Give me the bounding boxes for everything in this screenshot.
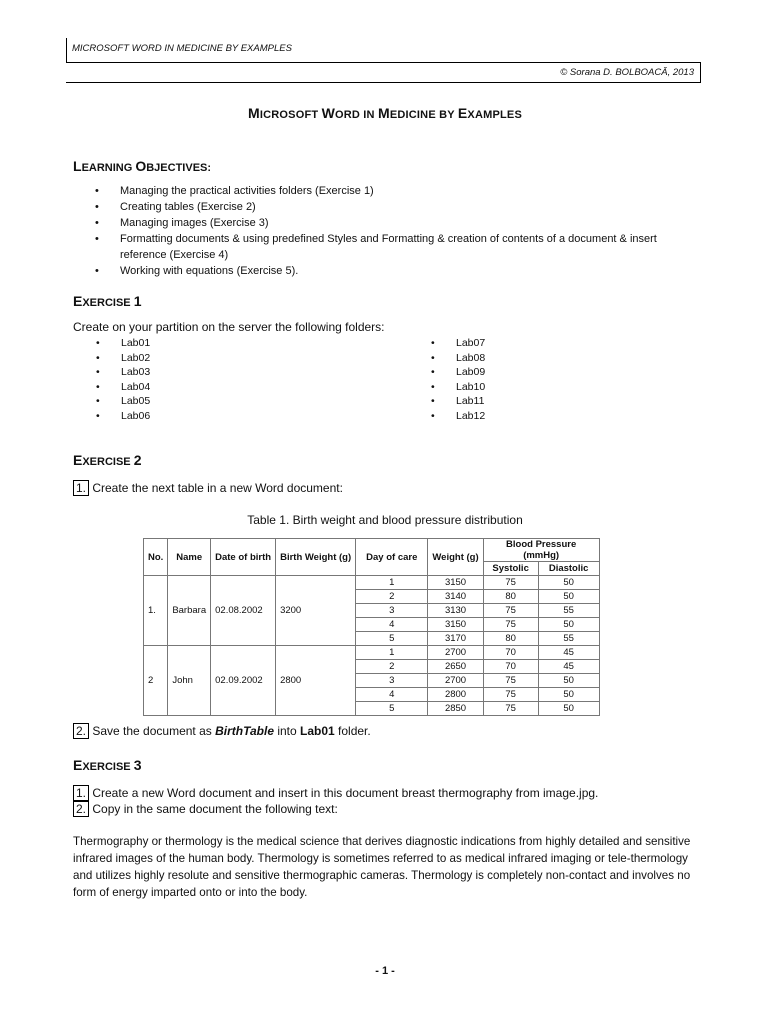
day-cell: 3: [356, 604, 428, 618]
patient-dob: 02.09.2002: [211, 646, 276, 716]
exercise2-step2: 2. Save the document as BirthTable into Lab01 folder.: [73, 724, 371, 738]
weight-cell: 2650: [428, 660, 483, 674]
document-title: MICROSOFT WORD IN MEDICINE BY EXAMPLES: [248, 105, 522, 121]
folders-list-right: [431, 336, 485, 423]
list-item: • Lab11: [431, 394, 485, 409]
diastolic-cell: 50: [538, 674, 599, 688]
thermography-paragraph: Thermography or thermology is the medical science that derives diagnostic indications from highly detailed and sensitive infrared images of the human body. Thermology is sometimes referred to as medical infrared imaging or tele-thermology and utilizes highly resolute and sensitive thermographic cameras. Thermology is completely non-contact and involves no form of energy imparted onto or into the body.: [73, 835, 691, 899]
running-header: [66, 38, 701, 63]
header-copyright: © Sorana D. BOLBOACĂ, 2013: [560, 67, 694, 78]
list-item: • Working with equations (Exercise 5).: [73, 263, 703, 279]
list-item: • Formatting documents & using predefined Styles and Formatting & creation of contents of a document & insert reference (Exercise 4): [73, 231, 703, 263]
exercise2-step1: [73, 481, 343, 495]
table-caption: Table 1. Birth weight and blood pressure distribution: [247, 513, 523, 527]
day-cell: 1: [356, 646, 428, 660]
list-item: • Lab01: [96, 336, 150, 351]
day-cell: 4: [356, 688, 428, 702]
list-item: • Creating tables (Exercise 2): [73, 199, 703, 215]
page-number: - 1 -: [375, 965, 395, 977]
day-cell: 5: [356, 632, 428, 646]
folder-name: Lab01: [300, 724, 335, 738]
header-weight: Weight (g): [428, 539, 483, 576]
table-row: [144, 646, 600, 660]
patient-dob: 02.08.2002: [211, 576, 276, 646]
objectives-heading: LEARNING OBJECTIVES:: [73, 158, 212, 174]
systolic-cell: 75: [483, 576, 538, 590]
step-number: 1.: [73, 480, 89, 496]
list-item: • Lab09: [431, 365, 485, 380]
diastolic-cell: 55: [538, 632, 599, 646]
exercise1-heading: EXERCISE 1: [73, 293, 142, 309]
day-cell: 2: [356, 590, 428, 604]
systolic-cell: 75: [483, 604, 538, 618]
diastolic-cell: 50: [538, 618, 599, 632]
weight-cell: 2800: [428, 688, 483, 702]
step-number: 1.: [73, 785, 89, 801]
day-cell: 4: [356, 618, 428, 632]
list-item: • Lab12: [431, 409, 485, 424]
weight-cell: 3140: [428, 590, 483, 604]
exercise3-step2: [73, 802, 338, 816]
weight-cell: 3130: [428, 604, 483, 618]
weight-cell: 3150: [428, 576, 483, 590]
step-text: Create the next table in a new Word document:: [89, 481, 343, 495]
weight-cell: 3150: [428, 618, 483, 632]
table-row: [144, 576, 600, 590]
exercise3-heading: EXERCISE 3: [73, 757, 142, 773]
diastolic-cell: 50: [538, 688, 599, 702]
list-item: • Lab10: [431, 380, 485, 395]
systolic-cell: 70: [483, 660, 538, 674]
list-item: • Lab08: [431, 351, 485, 366]
author-header: [66, 62, 701, 83]
diastolic-cell: 50: [538, 590, 599, 604]
diastolic-cell: 50: [538, 576, 599, 590]
patient-birth-weight: 2800: [276, 646, 356, 716]
systolic-cell: 70: [483, 646, 538, 660]
day-cell: 5: [356, 702, 428, 716]
step-number: 2.: [73, 723, 89, 739]
header-name: Name: [168, 539, 211, 576]
day-cell: 1: [356, 576, 428, 590]
header-no: No.: [144, 539, 168, 576]
systolic-cell: 75: [483, 688, 538, 702]
patient-no: 1.: [144, 576, 168, 646]
weight-cell: 2700: [428, 646, 483, 660]
patient-birth-weight: 3200: [276, 576, 356, 646]
birth-weight-table: [143, 538, 600, 716]
diastolic-cell: 45: [538, 646, 599, 660]
objectives-list: [73, 183, 703, 279]
patient-name: Barbara: [168, 576, 211, 646]
header-bp: Blood Pressure (mmHg): [483, 539, 599, 562]
list-item: • Lab05: [96, 394, 150, 409]
patient-name: John: [168, 646, 211, 716]
systolic-cell: 80: [483, 590, 538, 604]
systolic-cell: 75: [483, 674, 538, 688]
list-item: • Lab07: [431, 336, 485, 351]
systolic-cell: 75: [483, 702, 538, 716]
list-item: • Lab04: [96, 380, 150, 395]
weight-cell: 3170: [428, 632, 483, 646]
weight-cell: 2850: [428, 702, 483, 716]
systolic-cell: 80: [483, 632, 538, 646]
header-title: MICROSOFT WORD IN MEDICINE BY EXAMPLES: [72, 43, 292, 54]
list-item: • Lab06: [96, 409, 150, 424]
diastolic-cell: 45: [538, 660, 599, 674]
step-text: Copy in the same document the following text:: [89, 802, 338, 816]
diastolic-cell: 50: [538, 702, 599, 716]
folders-list-left: [96, 336, 150, 423]
header-day: Day of care: [356, 539, 428, 576]
exercise3-step1: [73, 786, 598, 800]
step-number: 2.: [73, 801, 89, 817]
header-diastolic: Diastolic: [538, 562, 599, 576]
day-cell: 3: [356, 674, 428, 688]
day-cell: 2: [356, 660, 428, 674]
list-item: • Lab02: [96, 351, 150, 366]
diastolic-cell: 55: [538, 604, 599, 618]
list-item: • Lab03: [96, 365, 150, 380]
step-text: Create a new Word document and insert in this document breast thermography from image.jpg.: [89, 786, 599, 800]
file-name: BirthTable: [215, 724, 274, 738]
systolic-cell: 75: [483, 618, 538, 632]
header-systolic: Systolic: [483, 562, 538, 576]
header-birth-weight: Birth Weight (g): [276, 539, 356, 576]
list-item: • Managing the practical activities folders (Exercise 1): [73, 183, 703, 199]
weight-cell: 2700: [428, 674, 483, 688]
list-item: • Managing images (Exercise 3): [73, 215, 703, 231]
exercise2-heading: EXERCISE 2: [73, 452, 142, 468]
exercise1-intro: Create on your partition on the server the following folders:: [73, 320, 385, 334]
patient-no: 2: [144, 646, 168, 716]
header-dob: Date of birth: [211, 539, 276, 576]
